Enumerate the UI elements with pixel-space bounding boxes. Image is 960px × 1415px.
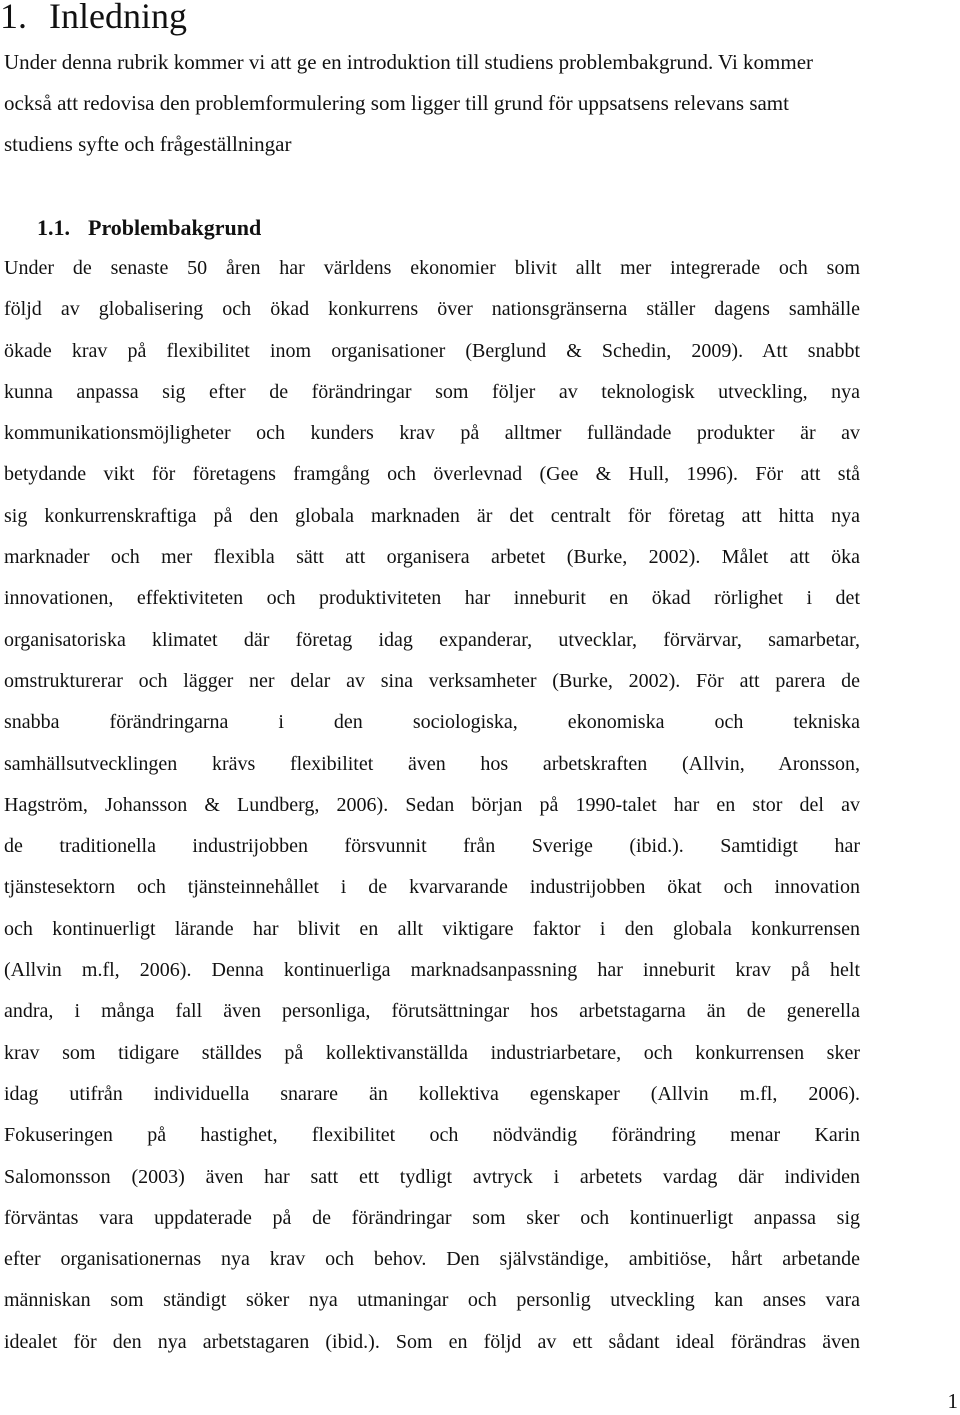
section-heading — [37, 208, 261, 248]
body-line: ökade krav på flexibilitet inom organisationer (Berglund & Schedin, 2009). Att snabbt — [4, 339, 860, 362]
body-line: tjänstesektorn och tjänsteinnehållet i de kvarvarande industrijobben ökat och innovation — [4, 876, 860, 899]
body-line: andra, i många fall även personliga, förutsättningar hos arbetstagarna än de generella — [4, 1000, 860, 1023]
section-body — [4, 248, 860, 1363]
body-line: Hagström, Johansson & Lundberg, 2006). Sedan början på 1990-talet har en stor del av — [4, 793, 860, 816]
body-line: krav som tidigare ställdes på kollektivanställda industriarbetare, och konkurrensen sker — [4, 1041, 860, 1064]
body-line: (Allvin m.fl, 2006). Denna kontinuerliga marknadsanpassning har inneburit krav på helt — [4, 959, 860, 982]
body-line: Fokuseringen på hastighet, flexibilitet och nödvändig förändring menar Karin — [4, 1124, 860, 1147]
body-line: kunna anpassa sig efter de förändringar som följer av teknologisk utveckling, nya — [4, 380, 860, 403]
body-line: betydande vikt för företagens framgång och överlevnad (Gee & Hull, 1996). För att stå — [4, 463, 860, 486]
body-line: idealet för den nya arbetstagaren (ibid.). Som en följd av ett sådant ideal förändras även — [4, 1330, 860, 1353]
body-line: följd av globalisering och ökad konkurrens över nationsgränserna ställer dagens samhälle — [4, 298, 860, 321]
body-line: och kontinuerligt lärande har blivit en allt viktigare faktor i den globala konkurrensen — [4, 917, 860, 940]
body-line: människan som ständigt söker nya utmaningar och personlig utveckling kan anses vara — [4, 1289, 860, 1312]
section-title: Problembakgrund — [88, 215, 262, 240]
body-line: marknader och mer flexibla sätt att organisera arbetet (Burke, 2002). Målet att öka — [4, 546, 860, 569]
chapter-number: 1. — [0, 0, 27, 36]
chapter-title: Inledning — [49, 0, 187, 36]
body-line: idag utifrån individuella snarare än kollektiva egenskaper (Allvin m.fl, 2006). — [4, 1082, 860, 1105]
body-line: snabba förändringarna i den sociologiska, ekonomiska och tekniska — [4, 711, 860, 734]
body-line: omstrukturerar och lägger ner delar av sina verksamheter (Burke, 2002). För att parera de — [4, 669, 860, 692]
body-line: de traditionella industrijobben försvunnit från Sverige (ibid.). Samtidigt har — [4, 835, 860, 858]
body-line: efter organisationernas nya krav och behov. Den självständige, ambitiöse, hårt arbetande — [4, 1248, 860, 1271]
body-line: Salomonsson (2003) även har satt ett tydligt avtryck i arbetets vardag där individen — [4, 1165, 860, 1188]
body-line: innovationen, effektiviteten och produktiviteten har inneburit en ökad rörlighet i det — [4, 587, 860, 610]
intro-paragraph: Under denna rubrik kommer vi att ge en introduktion till studiens problembakgrund. Vi kommer också att redovisa den problemformulering som ligger till grund för uppsatsens relevans samt studiens syfte och frågeställningar — [4, 50, 814, 156]
section-number: 1.1. — [37, 215, 70, 240]
body-line: samhällsutvecklingen krävs flexibilitet även hos arbetskraften (Allvin, Aronsson, — [4, 752, 860, 775]
page-number: 1 — [947, 1389, 958, 1413]
body-line: kommunikationsmöjligheter och kunders krav på alltmer fulländade produkter är av — [4, 422, 860, 445]
body-line: förväntas vara uppdaterade på de förändringar som sker och kontinuerligt anpassa sig — [4, 1206, 860, 1229]
body-line: Under de senaste 50 åren har världens ekonomier blivit allt mer integrerade och som — [4, 257, 860, 279]
body-line: sig konkurrenskraftiga på den globala marknaden är det centralt för företag att hitta nya — [4, 504, 860, 527]
body-line: organisatoriska klimatet där företag idag expanderar, utvecklar, förvärvar, samarbetar, — [4, 628, 860, 651]
chapter-heading — [0, 0, 187, 38]
